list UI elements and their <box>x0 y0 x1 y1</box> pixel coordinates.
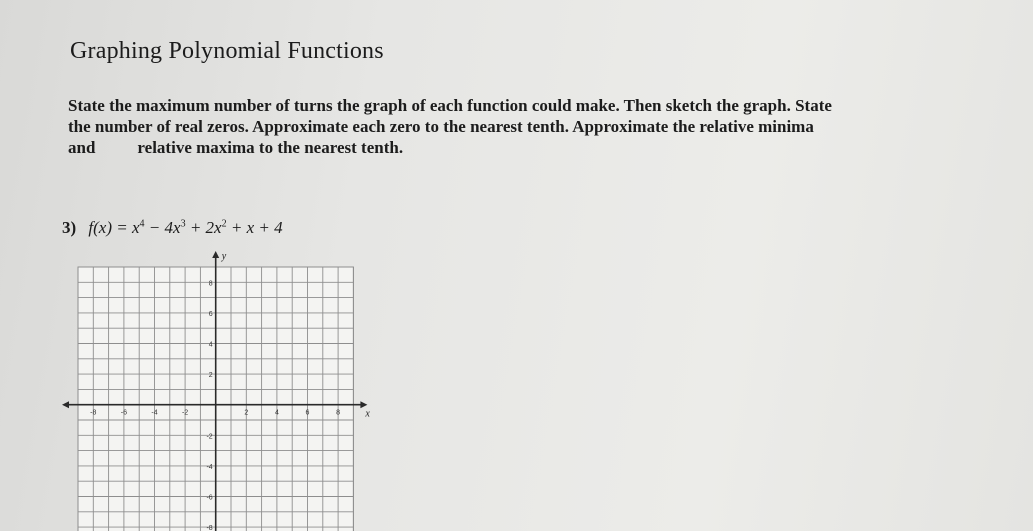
x-axis-arrow-left <box>62 401 69 408</box>
instructions <box>68 95 1013 158</box>
x-tick-label: -6 <box>120 409 128 417</box>
x-tick-label: -8 <box>90 409 97 417</box>
function-term-4: + x + 4 <box>226 218 283 237</box>
y-tick-label: -2 <box>206 433 213 441</box>
instructions-line-3a: and <box>68 138 96 157</box>
x-tick-label: 4 <box>274 409 279 417</box>
x-tick-label: 8 <box>336 409 341 417</box>
y-tick-label: 6 <box>208 310 213 318</box>
y-tick-label: 2 <box>208 372 213 380</box>
exponent-2: 3 <box>180 218 186 230</box>
y-tick-label: 4 <box>208 341 213 349</box>
worksheet-title: Graphing Polynomial Functions <box>70 38 384 64</box>
problem-number: 3) <box>62 218 77 237</box>
coordinate-grid-svg <box>60 250 370 531</box>
exponent-1: 4 <box>139 218 145 230</box>
x-tick-label: 2 <box>244 409 249 417</box>
problem-function <box>88 218 282 237</box>
instructions-line-1: State the maximum number of turns the graph of each function could make. Then sketch the graph. State <box>68 96 832 115</box>
function-term-2: − 4x <box>144 218 181 237</box>
y-tick-label: -8 <box>206 525 213 531</box>
exponent-3: 2 <box>221 218 227 230</box>
y-tick-label: -4 <box>206 463 213 471</box>
coordinate-grid <box>60 250 370 531</box>
x-tick-label: 6 <box>305 409 310 417</box>
y-axis-arrow-up <box>212 251 219 258</box>
x-tick-label: -2 <box>181 409 189 417</box>
y-axis-label: y <box>221 251 227 262</box>
instructions-line-3 <box>68 137 1013 158</box>
problem-3 <box>62 218 283 238</box>
x-axis-label: x <box>365 408 370 420</box>
y-tick-label: -6 <box>206 494 213 502</box>
y-tick-label: 8 <box>208 280 213 288</box>
instructions-line-3b: relative maxima to the nearest tenth. <box>137 138 404 157</box>
function-term-3: + 2x <box>185 218 222 237</box>
x-tick-label: -4 <box>151 409 158 417</box>
instructions-line-2: the number of real zeros. Approximate each zero to the nearest tenth. Approximate the relative minima <box>68 117 814 136</box>
x-axis-arrow-right <box>360 401 367 408</box>
function-prefix: f(x) = x <box>88 218 140 237</box>
